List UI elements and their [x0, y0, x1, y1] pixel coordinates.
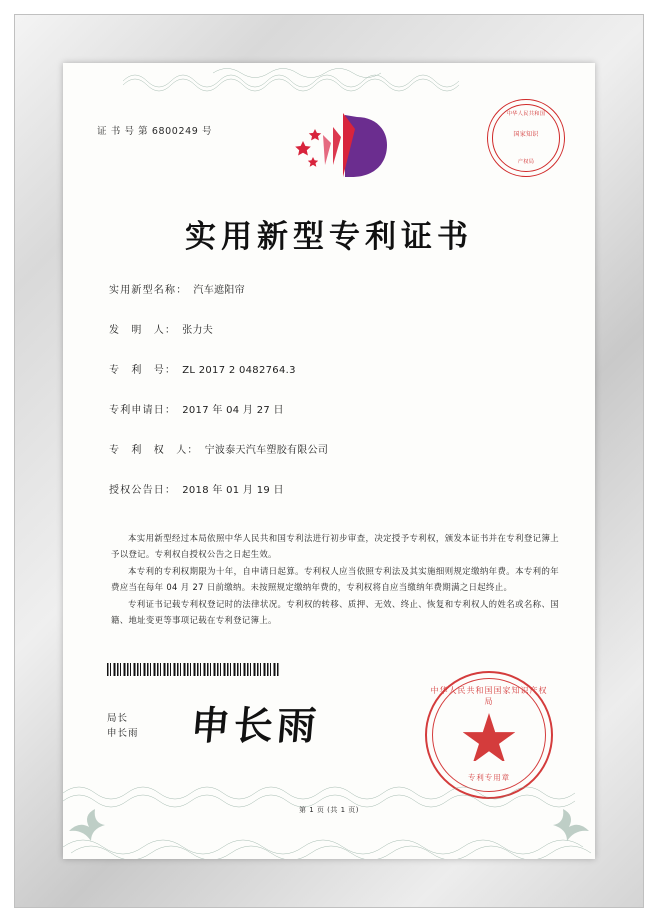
field-label: 授权公告日： [109, 485, 177, 496]
certificate-title: 实用新型专利证书 [185, 219, 473, 255]
body-paragraph: 专利证书记载专利权登记时的法律状况。专利权的转移、质押、无效、终止、恢复和专利权人的姓名或名称、国籍、地址变更等事项记载在专利登记簿上。 [111, 599, 559, 625]
seal-arc-top-text: 中华人民共和国国家知识产权局 [430, 686, 548, 706]
body-paragraph: 本实用新型经过本局依照中华人民共和国专利法进行初步审查，决定授予专利权，颁发本证书并在专利登记簿上予以登记。专利权自授权公告之日起生效。 [111, 533, 559, 559]
field-row [109, 481, 555, 496]
body-paragraph: 本专利的专利权期限为十年，自申请日起算。专利权人应当依照专利法及其实施细则规定缴纳年费。本专利的年费应当在每年 04 月 27 日前缴纳。未按照规定缴纳年费的，专利权将自应当缴纳年费期满之日起终止。 [111, 566, 559, 592]
field-value: 2018 年 01 月 19 日 [182, 485, 284, 496]
field-list [109, 281, 555, 521]
certificate-number: 证 书 号 第 6800249 号 [97, 126, 213, 137]
signatory-title [107, 711, 139, 741]
field-label: 实用新型名称： [109, 285, 188, 296]
field-label: 专 利 权 人： [109, 445, 199, 456]
barcode [107, 663, 279, 676]
field-value: 汽车遮阳帘 [193, 285, 245, 296]
field-row [109, 281, 555, 296]
field-value: 张力夫 [182, 325, 214, 336]
field-label: 专 利 号： [109, 365, 177, 376]
field-value: 宁波泰天汽车塑胶有限公司 [204, 445, 329, 456]
field-value: 2017 年 04 月 27 日 [182, 405, 284, 416]
field-row [109, 361, 555, 376]
field-row [109, 401, 555, 416]
patent-certificate [63, 63, 595, 859]
official-round-seal [425, 671, 553, 799]
signatory-title-line2: 申长雨 [107, 728, 139, 739]
legal-body-text [111, 531, 559, 631]
sipo-logo-icon [283, 107, 403, 185]
field-row [109, 441, 555, 456]
seal-arc-bottom-text: 专利专用章 [468, 773, 510, 782]
field-row [109, 321, 555, 336]
five-star-icon [463, 709, 515, 761]
field-label: 发 明 人： [109, 325, 177, 336]
seal-mid-line: 国家知识 [513, 131, 539, 138]
field-label: 专利申请日： [109, 405, 177, 416]
signatory-title-line1: 局长 [107, 713, 129, 724]
page-footer: 第 1 页 (共 1 页) [299, 806, 359, 814]
decorative-border-top [63, 63, 595, 99]
seal-top-line: 中华人民共和国 [506, 111, 546, 117]
seal-bottom-line: 产权局 [517, 159, 535, 165]
top-right-seal [487, 99, 565, 177]
field-value: ZL 2017 2 0482764.3 [182, 365, 296, 376]
handwritten-signature: 申长雨 [188, 703, 322, 749]
